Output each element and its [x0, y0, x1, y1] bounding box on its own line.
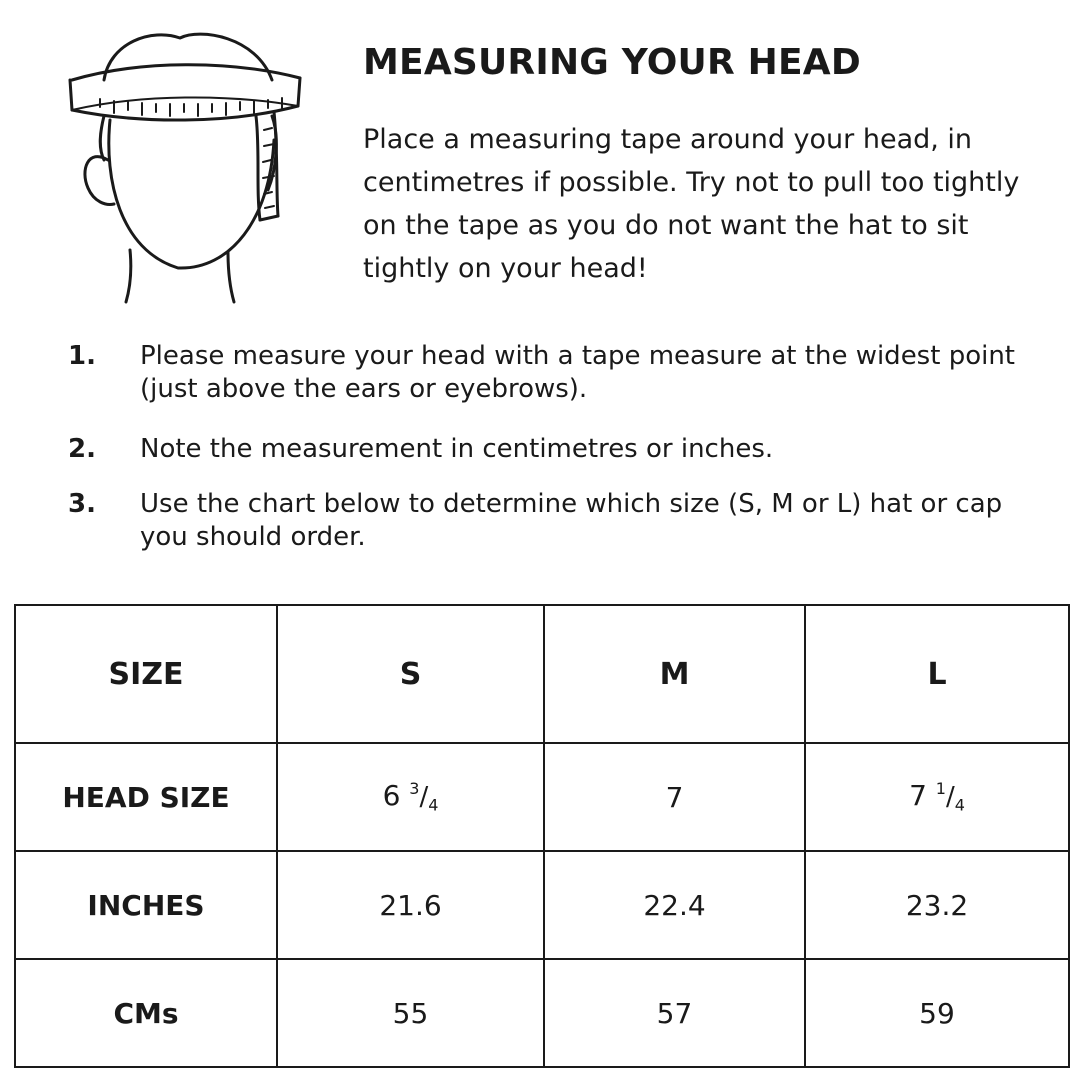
- step-item: [68, 488, 1058, 554]
- head-size-cell-m: [544, 743, 805, 851]
- table-header-row: [15, 605, 1069, 743]
- fraction-denominator: 4: [954, 795, 965, 815]
- step-number: 1.: [68, 341, 96, 371]
- fraction-numerator: 3: [409, 779, 420, 799]
- cms-cell-l: 59: [805, 959, 1069, 1067]
- column-header-s: S: [277, 605, 544, 743]
- fraction: [935, 779, 965, 815]
- fraction-whole: 6: [382, 779, 401, 813]
- page-title: MEASURING YOUR HEAD: [363, 42, 861, 83]
- cms-cell-m: 57: [544, 959, 805, 1067]
- fraction-whole: 7: [665, 780, 684, 814]
- row-label-inches: INCHES: [15, 851, 277, 959]
- column-header-size: SIZE: [15, 605, 277, 743]
- table-row-cms: [15, 959, 1069, 1067]
- row-label-cms: CMs: [15, 959, 277, 1067]
- fraction-slash: /: [419, 782, 429, 813]
- table-row-head-size: [15, 743, 1069, 851]
- row-label-head-size: HEAD SIZE: [15, 743, 277, 851]
- fraction: [409, 779, 439, 815]
- inches-cell-s: 21.6: [277, 851, 544, 959]
- step-item: [68, 340, 1058, 406]
- head-measuring-tape-icon: [60, 20, 320, 310]
- step-number: 2.: [68, 434, 96, 464]
- cms-cell-s: 55: [277, 959, 544, 1067]
- column-header-l: L: [805, 605, 1069, 743]
- size-chart-table: [14, 604, 1070, 1068]
- head-size-cell-l: [805, 743, 1069, 851]
- intro-paragraph: Place a measuring tape around your head, in centimetres if possible. Try not to pull too tightly on the tape as you do not want the hat to sit tightly on your head!: [363, 124, 1020, 284]
- inches-cell-l: 23.2: [805, 851, 1069, 959]
- table-row-inches: [15, 851, 1069, 959]
- fraction-numerator: 1: [935, 779, 946, 799]
- fraction-slash: /: [945, 782, 955, 813]
- step-item: [68, 433, 1058, 466]
- step-number: 3.: [68, 489, 96, 519]
- head-size-cell-s: [277, 743, 544, 851]
- step-text: Use the chart below to determine which size (S, M or L) hat or cap you should order.: [140, 489, 1003, 552]
- fraction-whole: 7: [909, 779, 927, 813]
- column-header-m: M: [544, 605, 805, 743]
- fraction-denominator: 4: [428, 795, 439, 815]
- inches-cell-m: 22.4: [544, 851, 805, 959]
- step-text: Please measure your head with a tape measure at the widest point (just above the ears or eyebrows).: [140, 341, 1015, 404]
- step-text: Note the measurement in centimetres or inches.: [140, 434, 774, 464]
